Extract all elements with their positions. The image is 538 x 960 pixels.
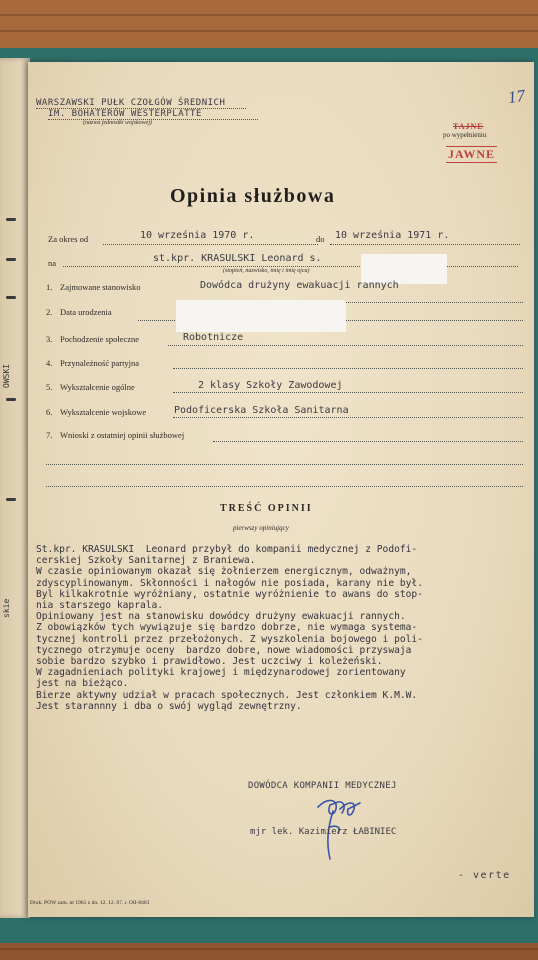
unit-name-line1: WARSZAWSKI PUŁK CZOŁGÓW ŚREDNICH — [36, 98, 226, 108]
classification-stamp: JAWNE — [448, 147, 496, 161]
punch-hole — [6, 398, 16, 401]
dotted-line — [173, 392, 523, 393]
dotted-line — [168, 345, 523, 346]
wood-grain — [0, 30, 538, 32]
page-number: 17 — [506, 85, 527, 108]
opinion-subheading: pierwszy opiniujący — [233, 524, 289, 532]
redaction-box — [176, 300, 346, 332]
classification-note: po wypełnieniu — [443, 131, 487, 139]
field-number: 5. — [46, 382, 53, 392]
period-to-label: do — [316, 234, 325, 244]
field-label-birthdate: Data urodzenia — [60, 307, 112, 317]
unit-caption: (nazwa jednostki wojskowej) — [83, 120, 152, 126]
period-from-label: Za okres od — [48, 234, 89, 244]
punch-hole — [6, 498, 16, 501]
signatory-title: DOWÓDCA KOMPANII MEDYCZNEJ — [248, 781, 397, 791]
punch-hole — [6, 218, 16, 221]
dotted-line — [63, 266, 518, 267]
dotted-line — [46, 464, 523, 465]
unit-underline — [48, 119, 258, 120]
dotted-line — [213, 441, 523, 442]
field-value-position: Dowódca drużyny ewakuacji rannych — [200, 280, 399, 291]
dotted-line — [46, 486, 523, 487]
print-footer: Druk. POW zam. nr 1961 z dn. 12. 12. 67. r. OII-8483 — [30, 900, 150, 906]
dotted-line — [330, 244, 520, 245]
field-label-position: Zajmowane stanowisko — [60, 282, 141, 292]
unit-name-line2: IM. BOHATERÓW WESTERPLATTE — [48, 109, 202, 119]
opinion-heading: TREŚĆ OPINII — [220, 503, 313, 514]
field-label-conclusions: Wnioski z ostatniej opinii służbowej — [60, 430, 185, 440]
field-number: 6. — [46, 407, 53, 417]
field-label-general-education: Wykształcenie ogólne — [60, 382, 135, 392]
classification-struck: TAJNE — [453, 122, 484, 131]
left-page-fragment: OWSKI — [2, 363, 11, 388]
field-number: 2. — [46, 307, 53, 317]
field-number: 1. — [46, 282, 53, 292]
period-from-value: 10 września 1970 r. — [140, 230, 255, 241]
period-to-value: 10 września 1971 r. — [335, 230, 450, 241]
dotted-line — [103, 244, 318, 245]
field-number: 3. — [46, 334, 53, 344]
previous-page-edge — [0, 58, 30, 918]
wood-grain — [0, 14, 538, 16]
field-value-general-education: 2 klasy Szkoły Zawodowej — [198, 380, 343, 391]
subject-label: na — [48, 258, 57, 268]
dotted-line — [173, 368, 523, 369]
left-page-fragment: skie — [2, 598, 11, 618]
dotted-line — [173, 417, 523, 418]
subject-caption: (stopień, nazwisko, imię i imię ojca) — [223, 268, 310, 274]
punch-hole — [6, 296, 16, 299]
signatory-name: mjr lek. Kazimierz ŁABINIEC — [250, 827, 397, 837]
field-value-origin: Robotnicze — [183, 332, 244, 343]
subject-value: st.kpr. KRASULSKI Leonard s. — [153, 253, 322, 264]
verte-note: - verte — [458, 870, 511, 881]
field-label-party: Przynależność partyjna — [60, 358, 140, 368]
punch-hole — [6, 258, 16, 261]
field-number: 7. — [46, 430, 53, 440]
document-title: Opinia służbowa — [170, 185, 336, 207]
document-page — [28, 62, 534, 917]
wood-grain — [0, 948, 538, 950]
field-number: 4. — [46, 358, 53, 368]
field-label-military-education: Wykształcenie wojskowe — [60, 407, 147, 417]
field-label-origin: Pochodzenie społeczne — [60, 334, 140, 344]
field-value-military-education: Podoficerska Szkoła Sanitarna — [174, 405, 349, 416]
opinion-body: St.kpr. KRASULSKI Leonard przybył do kompanii medycznej z Podofi- cerskiej Szkoły Sanitarnej z Braniewa. W czasie opiniowanym okazał się żołnierzem energicznym, odważnym, zdyscyplinowanym. Skłonności i nałogów nie posiada, karany nie był. Byl kilkakrotnie wyróżniany, ostatnie wyróżnienie to awans do stop- nia starszego kaprala. Opiniowany jest na stanowisku dowódcy drużyny ewakuacji rannych. Z obowiązków tych wywiązuje się bardzo dobrze, nie wymaga systema- tycznej kontroli przez przełożonych. Z wyszkolenia bojowego i poli- tycznego otrzymuje oceny bardzo dobre, nowe wiadomości przyswaja sobie bardzo szybko i prawidłowo. Jest uczciwy i koleżeński. W zagadnieniach polityki krajowej i międzynarodowej zorientowany jest na bieżąco. Bierze aktywny udział w pracach społecznych. Jest członkiem K.M.W. Jest starannny i dba o swój wygląd zewnętrzny. — [36, 544, 423, 712]
